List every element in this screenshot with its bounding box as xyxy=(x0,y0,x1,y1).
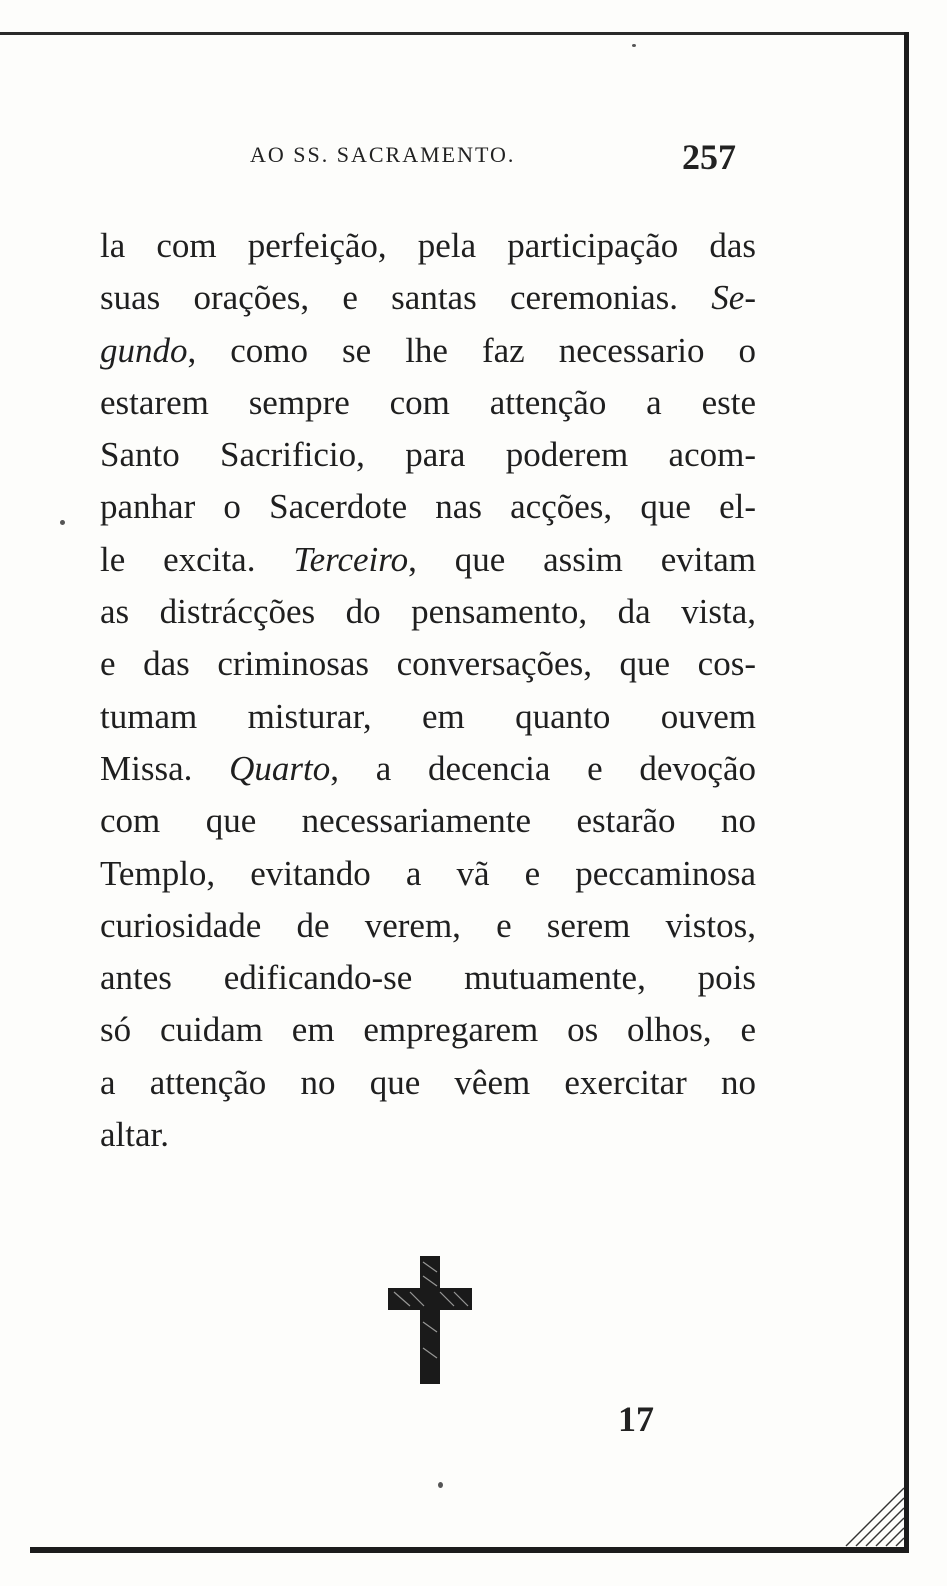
text-run: só cuidam em empregarem os olhos, e xyxy=(100,1010,756,1050)
text-line xyxy=(100,795,756,847)
text-line xyxy=(100,534,756,586)
ink-speck xyxy=(632,44,636,47)
text-line xyxy=(100,1057,756,1109)
signature-mark: 17 xyxy=(618,1399,654,1439)
text-run: , a decencia e devoção xyxy=(330,748,756,788)
page-edge-top xyxy=(0,32,908,35)
text-run: la com perfeição, pela participação das xyxy=(100,226,756,265)
text-run: estarem sempre com attenção a este xyxy=(100,382,756,422)
text-line xyxy=(100,586,756,638)
text-run: Santo Sacrificio, para poderem acom- xyxy=(100,435,756,475)
text-line xyxy=(100,429,756,481)
running-head: AO SS. SACRAMENTO. xyxy=(250,142,516,167)
text-run: a attenção no que vêem exercitar no xyxy=(100,1062,756,1102)
text-line xyxy=(100,325,756,377)
italic-text: gundo xyxy=(100,330,188,370)
page-number: 257 xyxy=(682,137,736,177)
ink-speck xyxy=(438,1482,443,1488)
page-edge-right xyxy=(904,32,909,1552)
text-run: , que assim evitam xyxy=(408,539,756,579)
text-line xyxy=(100,900,756,952)
body-text xyxy=(100,220,756,1161)
text-run: antes edificando-se mutuamente, pois xyxy=(100,958,756,998)
text-line xyxy=(100,1109,756,1161)
corner-hatching xyxy=(840,1480,906,1548)
italic-text: Se- xyxy=(711,278,756,318)
text-line xyxy=(100,952,756,1004)
text-line xyxy=(100,377,756,429)
text-run: , como se lhe faz necessario o xyxy=(187,330,756,370)
text-run: curiosidade de verem, e serem vistos, xyxy=(100,905,756,945)
text-run: e das criminosas conversações, que cos- xyxy=(100,644,756,684)
italic-text: Terceiro xyxy=(293,539,409,579)
text-run: altar. xyxy=(100,1115,169,1155)
text-run: panhar o Sacerdote nas acções, que el- xyxy=(100,487,756,527)
text-line xyxy=(100,1004,756,1056)
text-run: as distrácções do pensamento, da vista, xyxy=(100,592,756,632)
text-run: suas orações, e santas ceremonias. xyxy=(100,278,712,318)
text-run: com que necessariamente estarão no xyxy=(100,801,756,841)
text-line xyxy=(100,220,756,272)
text-line xyxy=(100,848,756,900)
text-line xyxy=(100,272,756,324)
italic-text: Quarto xyxy=(229,748,331,788)
text-line xyxy=(100,743,756,795)
text-run: tumam misturar, em quanto ouvem xyxy=(100,696,756,736)
text-run: Templo, evitando a vã e peccaminosa xyxy=(100,853,756,893)
text-line xyxy=(100,638,756,690)
text-run: Missa. xyxy=(100,748,230,788)
text-line xyxy=(100,481,756,533)
page-edge-bottom xyxy=(30,1547,909,1553)
text-line xyxy=(100,691,756,743)
ink-speck xyxy=(60,520,65,525)
text-run: le excita. xyxy=(100,539,294,579)
cross-icon xyxy=(380,1252,480,1387)
